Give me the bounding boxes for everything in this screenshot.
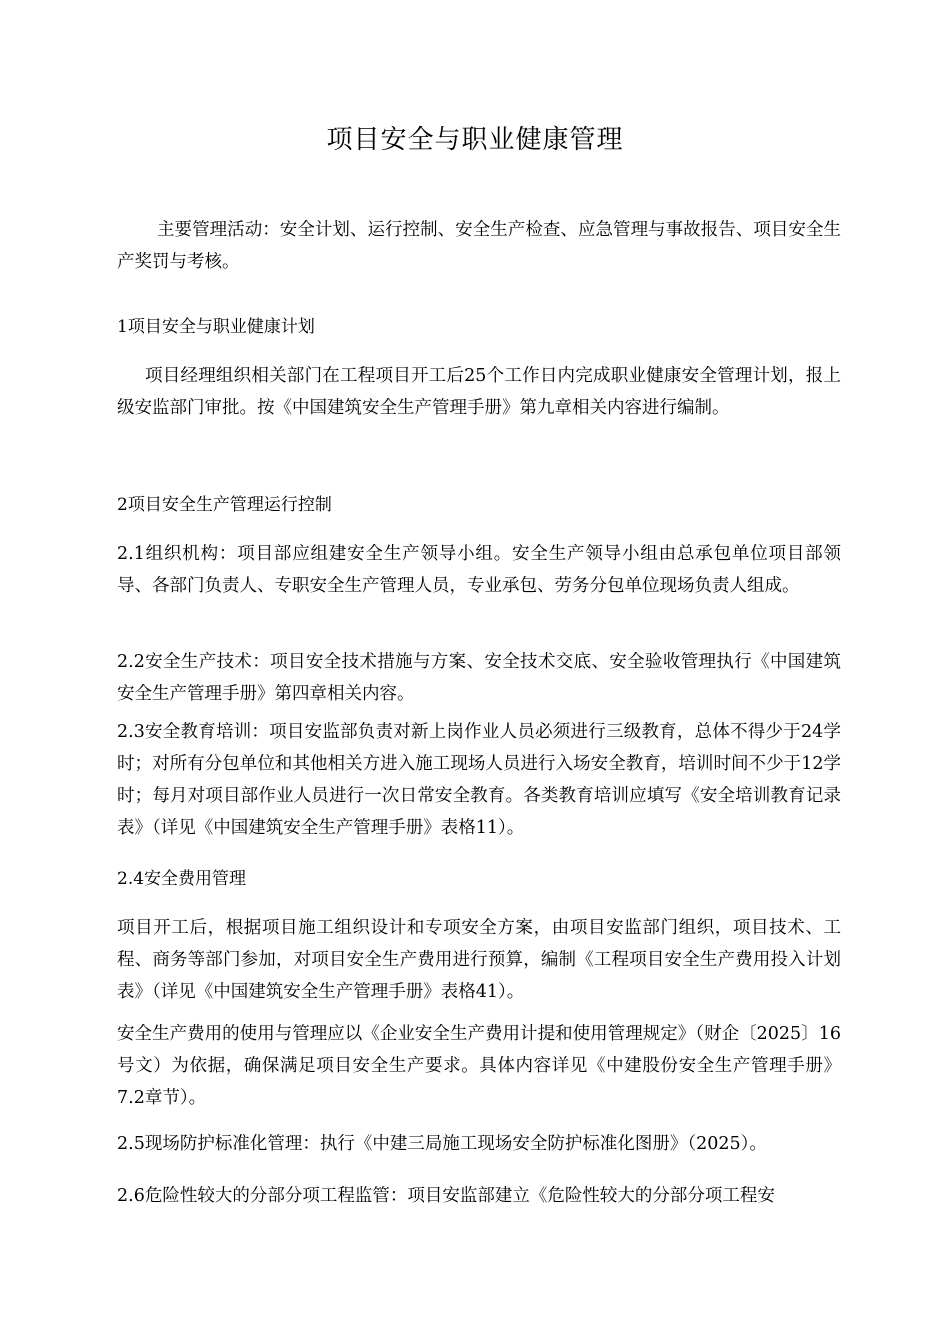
document-title: 项目安全与职业健康管理	[326, 125, 624, 155]
intro-paragraph: 主要管理活动：安全计划、运行控制、安全生产检查、应急管理与事故报告、项目安全生产奖罚与考核。	[117, 220, 841, 272]
section-2-3-paragraph: 2.3安全教育培训：项目安监部负责对新上岗作业人员必须进行三级教育，总体不得少于24学时；对所有分包单位和其他相关方进入施工现场人员进行入场安全教育，培训时间不少于12学时；每月对项目部作业人员进行一次日常安全教育。各类教育培训应填写《安全培训教育记录表》（详见《中国建筑安全生产管理手册》表格11）。	[117, 722, 841, 838]
section-2-4-paragraph-1: 项目开工后，根据项目施工组织设计和专项安全方案，由项目安监部门组织，项目技术、工程、商务等部门参加，对项目安全生产费用进行预算，编制《工程项目安全生产费用投入计划表》（详见《中国建筑安全生产管理手册》表格41）。	[117, 918, 841, 1002]
section-2-heading: 2项目安全生产管理运行控制	[117, 495, 332, 515]
section-2-5-paragraph: 2.5现场防护标准化管理：执行《中建三局施工现场安全防护标准化图册》（2025）。	[117, 1134, 767, 1154]
section-1-heading: 1项目安全与职业健康计划	[117, 317, 315, 337]
section-2-4-heading: 2.4安全费用管理	[117, 869, 247, 889]
section-2-2-paragraph: 2.2安全生产技术：项目安全技术措施与方案、安全技术交底、安全验收管理执行《中国建筑安全生产管理手册》第四章相关内容。	[117, 652, 841, 704]
section-2-6-paragraph: 2.6危险性较大的分部分项工程监管：项目安监部建立《危险性较大的分部分项工程安	[117, 1186, 775, 1206]
section-1-body: 项目经理组织相关部门在工程项目开工后25个工作日内完成职业健康安全管理计划，报上级安监部门审批。按《中国建筑安全生产管理手册》第九章相关内容进行编制。	[117, 366, 841, 418]
section-2-4-paragraph-2: 安全生产费用的使用与管理应以《企业安全生产费用计提和使用管理规定》（财企〔2025〕16号文）为依据，确保满足项目安全生产要求。具体内容详见《中建股份安全生产管理手册》7.2章节）。	[117, 1024, 841, 1108]
section-2-1-paragraph: 2.1组织机构：项目部应组建安全生产领导小组。安全生产领导小组由总承包单位项目部领导、各部门负责人、专职安全生产管理人员，专业承包、劳务分包单位现场负责人组成。	[117, 544, 841, 596]
